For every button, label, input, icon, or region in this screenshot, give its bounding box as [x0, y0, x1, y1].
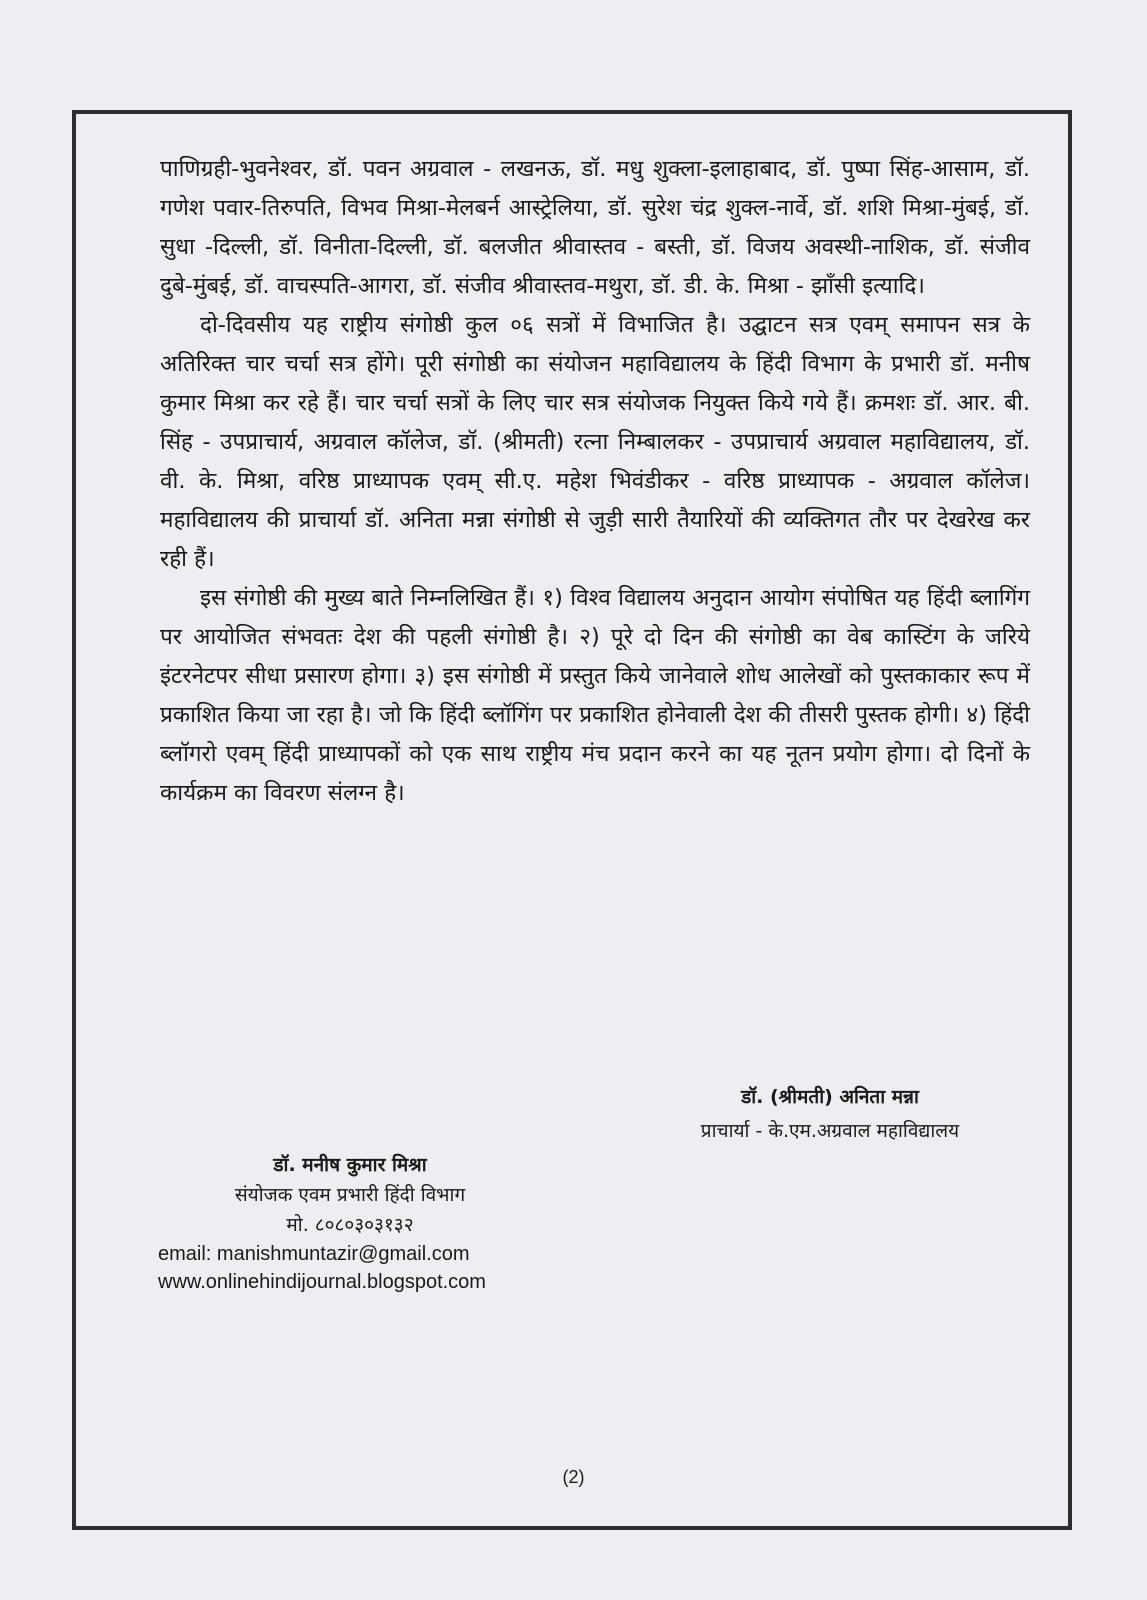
coordinator-mobile: मो. ८०८०३०३१३२ [286, 1214, 414, 1236]
coordinator-website: www.onlinehindijournal.blogspot.com [158, 1271, 486, 1293]
paragraph-participants: पाणिग्रही-भुवनेश्वर, डॉ. पवन अग्रवाल - लखनऊ, डॉ. मधु शुक्ला-इलाहाबाद, डॉ. पुष्पा सिंह-आसाम, डॉ. गणेश पवार-तिरुपति, विभव मिश्रा-मेलबर्न आस्ट्रेलिया, डॉ. सुरेश चंद्र शुक्ल-नार्वे, डॉ. शशि मिश्रा-मुंबई, डॉ. सुधा -दिल्ली, डॉ. विनीता-दिल्ली, डॉ. बलजीत श्रीवास्तव - बस्ती, डॉ. विजय अवस्थी-नाशिक, डॉ. संजीव दुबे-मुंबई, डॉ. वाचस्पति-आगरा, डॉ. संजीव श्रीवास्तव-मथुरा, डॉ. डी. के. मिश्रा - झाँसी इत्यादि। [160, 156, 1030, 299]
letter-body [160, 150, 1030, 813]
page-number: (2) [562, 1467, 585, 1487]
coordinator-email: email: manishmuntazir@gmail.com [158, 1243, 470, 1265]
principal-name: डॉ. (श्रीमती) अनिता मन्ना [741, 1086, 919, 1108]
paragraph-sessions: दो-दिवसीय यह राष्ट्रीय संगोष्ठी कुल ०६ सत्रों में विभाजित है। उद्घाटन सत्र एवम् समापन सत्र के अतिरिक्त चार चर्चा सत्र होंगे। पूरी संगोष्ठी का संयोजन महाविद्यालय के हिंदी विभाग के प्रभारी डॉ. मनीष कुमार मिश्रा कर रहे हैं। चार चर्चा सत्रों के लिए चार सत्र संयोजक नियुक्त किये गये हैं। क्रमशः डॉ. आर. बी. सिंह - उपप्राचार्य, अग्रवाल कॉलेज, डॉ. (श्रीमती) रत्ना निम्बालकर - उपप्राचार्य अग्रवाल महाविद्यालय, डॉ. वी. के. मिश्रा, वरिष्ठ प्राध्यापक एवम् सी.ए. महेश भिवंडीकर - वरिष्ठ प्राध्यापक - अग्रवाल कॉलेज। महाविद्यालय की प्राचार्या डॉ. अनिता मन्ना संगोष्ठी से जुड़ी सारी तैयारियों की व्यक्तिगत तौर पर देखरेख कर रही हैं। [160, 312, 1030, 572]
coordinator-designation: संयोजक एवम प्रभारी हिंदी विभाग [234, 1184, 466, 1206]
principal-designation: प्राचार्या - के.एम.अग्रवाल महाविद्यालय [700, 1120, 960, 1142]
principal-signature-block [640, 1080, 1020, 1148]
paragraph-highlights: इस संगोष्ठी की मुख्य बाते निम्नलिखित हैं। १) विश्व विद्यालय अनुदान आयोग संपोषित यह हिंदी ब्लागिंग पर आयोजित संभवतः देश की पहली संगोष्ठी है। २) पूरे दो दिन की संगोष्ठी का वेब कास्टिंग के जरिये इंटरनेटपर सीधा प्रसारण होगा। ३) इस संगोष्ठी में प्रस्तुत किये जानेवाले शोध आलेखों को पुस्तकाकार रूप में प्रकाशित किया जा रहा है। जो कि हिंदी ब्लॉगिंग पर प्रकाशित होनेवाली देश की तीसरी पुस्तक होगी। ४) हिंदी ब्लॉगरो एवम् हिंदी प्राध्यापकों को एक साथ राष्ट्रीय मंच प्रदान करने का यह नूतन प्रयोग होगा। दो दिनों के कार्यक्रम का विवरण संलग्न है। [160, 585, 1030, 806]
coordinator-name: डॉ. मनीष कुमार मिश्रा [273, 1154, 427, 1176]
coordinator-signature-block [140, 1150, 560, 1296]
